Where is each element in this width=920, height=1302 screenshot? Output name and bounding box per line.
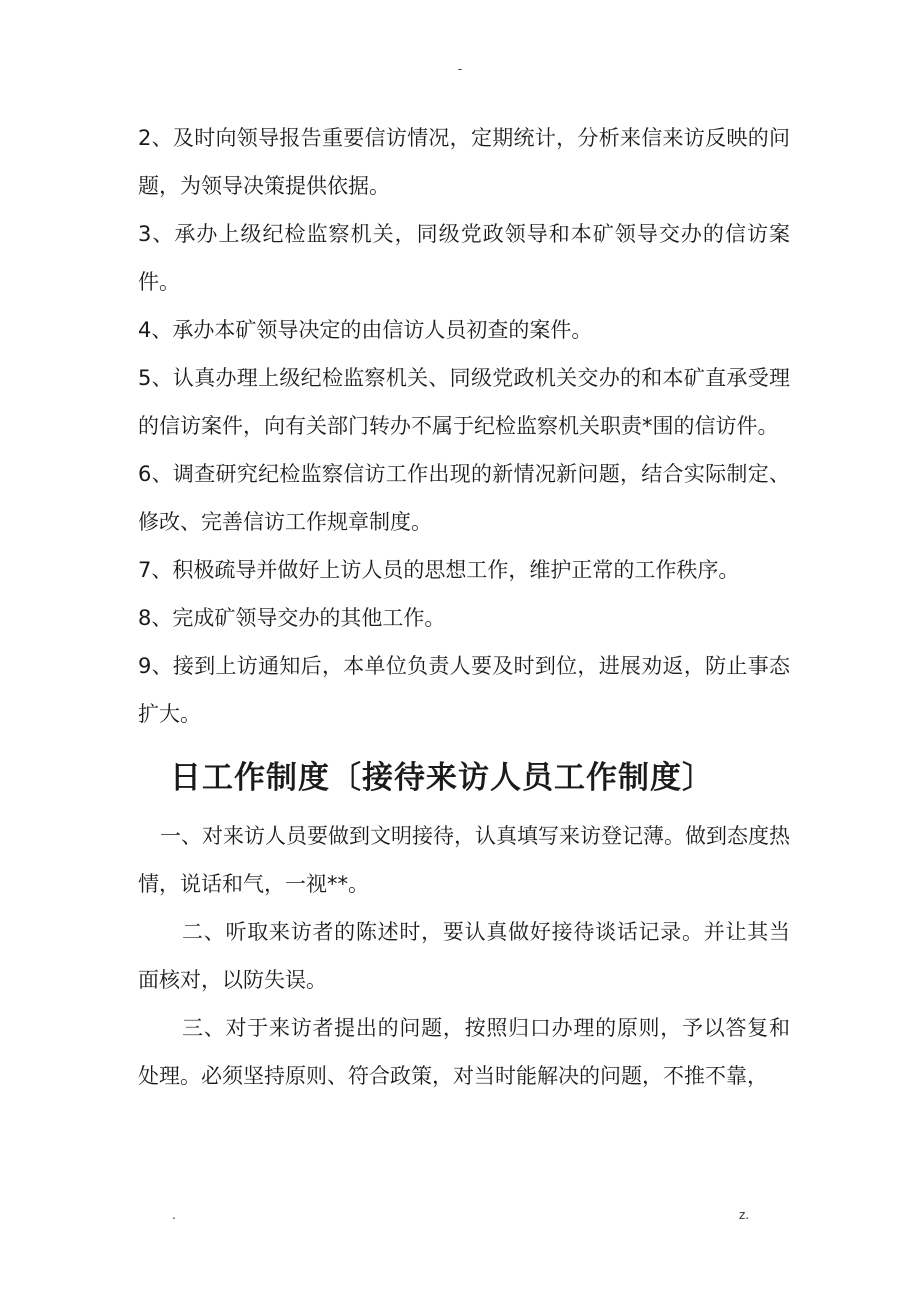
paragraph-item-5: 5、认真办理上级纪检监察机关、同级党政机关交办的和本矿直承受理的信访案件，向有关部门转办不属于纪检监察机关职责*围的信访件。 <box>138 366 790 438</box>
paragraph-item-8: 8、完成矿领导交办的其他工作。 <box>138 606 446 630</box>
section-item-2: 二、听取来访者的陈述时，要认真做好接待谈话记录。并让其当面核对，以防失误。 <box>138 920 790 992</box>
paragraph-item-7: 7、积极疏导并做好上访人员的思想工作，维护正常的工作秩序。 <box>138 558 740 582</box>
paragraph-item-2: 2、及时向领导报告重要信访情况，定期统计，分析来信来访反映的问题，为领导决策提供依据。 <box>138 126 790 198</box>
section-title: 日工作制度〔接待来访人员工作制度〕 <box>170 760 714 796</box>
body-text <box>138 114 790 1100</box>
paragraph-item-6: 6、调查研究纪检监察信访工作出现的新情况新问题，结合实际制定、修改、完善信访工作规章制度。 <box>138 462 790 534</box>
header-mark: - <box>457 62 463 76</box>
footer-left-mark: . <box>172 1208 176 1222</box>
paragraph-item-3: 3、承办上级纪检监察机关，同级党政领导和本矿领导交办的信访案件。 <box>138 222 790 294</box>
paragraph-item-4: 4、承办本矿领导决定的由信访人员初查的案件。 <box>138 318 593 342</box>
section-item-1: 一、对来访人员要做到文明接待，认真填写来访登记薄。做到态度热情，说话和气，一视**。 <box>138 824 790 896</box>
section-item-3: 三、对于来访者提出的问题，按照归口办理的原则，予以答复和处理。必须坚持原则、符合政策，对当时能解决的问题，不推不靠， <box>138 1016 790 1088</box>
paragraph-item-9: 9、接到上访通知后，本单位负责人要及时到位，进展劝返，防止事态扩大。 <box>138 654 790 726</box>
footer-right-mark: z. <box>739 1208 750 1222</box>
